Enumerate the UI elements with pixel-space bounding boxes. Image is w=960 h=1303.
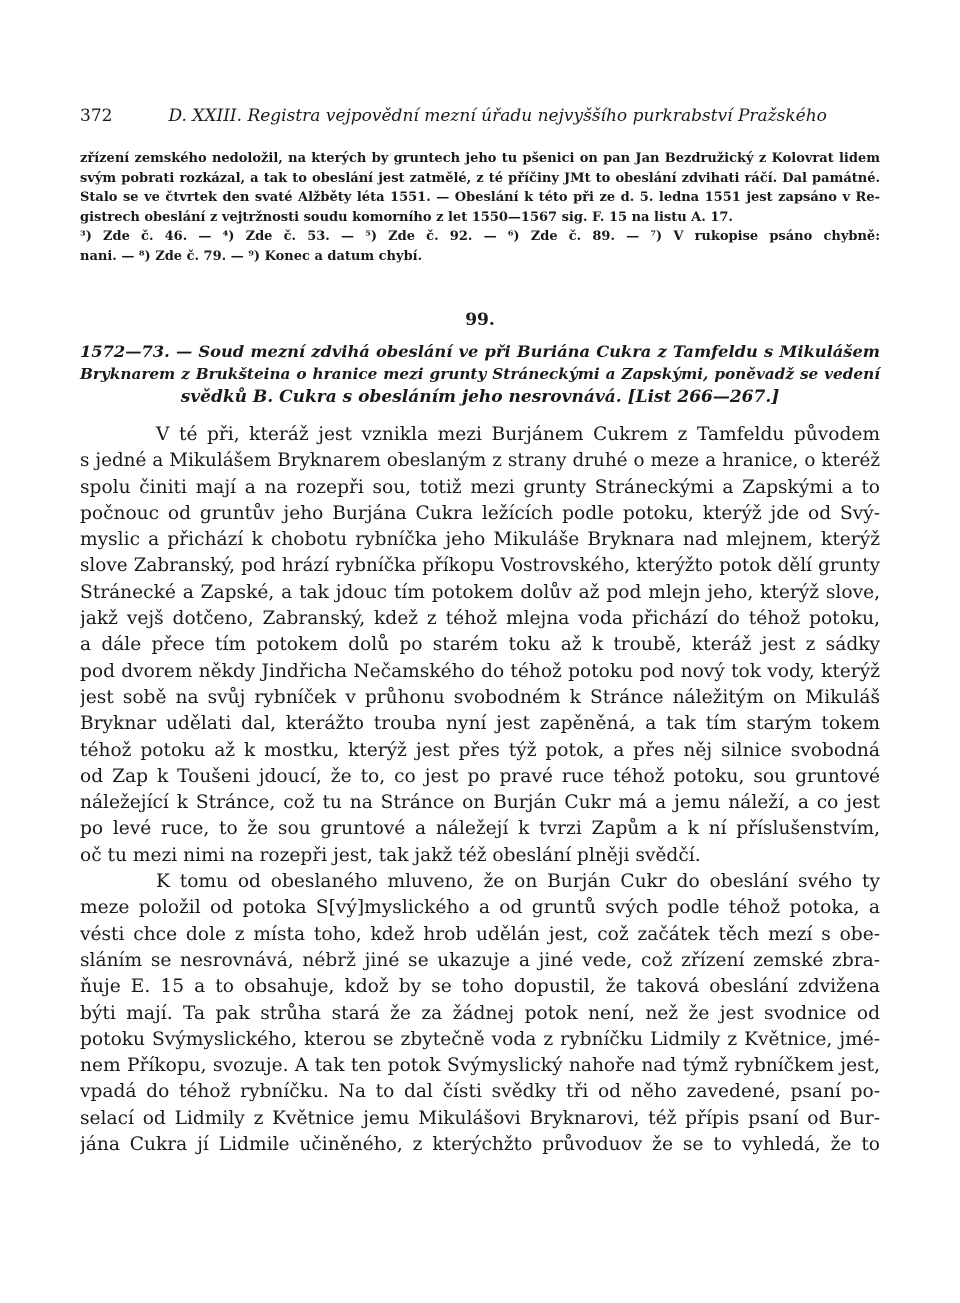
running-title: D. XXIII. Registra vejpovědní mezní úřadu nejvyššího purkrabství Pražského	[168, 106, 827, 126]
body-line: K tomu od obeslaného mluveno, že on Burján Cukr do obeslání svého ty	[156, 871, 880, 893]
entry-body	[80, 422, 880, 1158]
footnotes-block	[80, 149, 880, 266]
body-line: náležející k Stránce, což tu na Stránce on Burján Cukr má a jemu náleží, a co jest	[80, 792, 880, 814]
body-line: býti mají. Ta pak strůha stará že za žádnej potok není, než že jest svodnice od	[80, 1002, 880, 1024]
body-line: jána Cukra jí Lidmile učiněného, z kterýchžto průvoduov že se to vyhledá, že to	[80, 1134, 880, 1156]
body-line: Bryknar udělati dal, kterážto trouba nyní jest zapěněná, a tak tím starým tokem	[80, 713, 880, 735]
body-line: potoku Svýmyslického, kterou se zbytečně voda z rybníčku Lidmily z Květnice, jmé-	[80, 1028, 880, 1050]
body-line: téhož potoku až k mostku, kterýž jest přes týž potok, a přes něj silnice svobodná	[80, 739, 880, 761]
body-line: sláním se nesrovnává, nébrž jiné se ukazuje a jiné vede, což zřízení zemské zbra-	[80, 949, 880, 971]
body-line: jest sobě na svůj rybníček v průhonu svobodném k Stránce náležitým on Mikuláš	[80, 686, 880, 708]
body-line: ňuje E. 15 a to obsahuje, kdož by se toho dopustil, že taková obeslání zdvižena	[80, 976, 880, 998]
page-number: 372	[80, 106, 113, 126]
footnote-line: zřízení zemského nedoložil, na kterých by gruntech jeho tu pšenici on pan Jan Bezdružický z Kolovrat lidem	[80, 151, 880, 166]
body-line: spolu činiti mají a na rozepři sou, totiž mezi grunty Stráneckými a Zapskými a to	[80, 476, 880, 498]
body-line: počnouc od gruntův jeho Burjána Cukra ležících podle potoku, kterýž jde od Svý-	[80, 502, 880, 524]
body-line: po levé ruce, to že sou gruntové a náležejí k tvrzi Zapům a k ní příslušenstvím,	[80, 818, 880, 840]
body-line: s jedné a Mikulášem Bryknarem obeslaným z strany druhé o meze a hranice, o kteréž	[80, 450, 880, 472]
body-line: Stránecké a Zapské, a tak jdouc tím potokem dolův až pod mlejn jeho, kterýž slove,	[80, 581, 880, 603]
body-line: slove Zabranský, pod hrází rybníčka příkopu Vostrovského, kterýžto potok dělí grunty	[80, 555, 880, 577]
body-line: nem Příkopu, svozuje. A tak ten potok Svýmyslický nahoře nad týmž rybníčkem jest,	[80, 1055, 880, 1077]
footnote-line: Stalo se ve čtvrtek den svaté Alžběty léta 1551. — Obeslání k této při ze d. 5. ledna 1551 jest zapsáno v Re-	[80, 190, 880, 205]
body-line: meze položil od potoka S[vý]myslického a od gruntů svých podle téhož potoka, a	[80, 897, 880, 919]
body-line: pod dvorem někdy Jindřicha Nečamského do téhož potoku pod nový tok vody, kterýž	[80, 660, 880, 682]
footnote-line: svým pobrati rozkázal, a tak to obeslání jest zatmělé, z té příčiny JMt to obeslání zdvihati ráčí. Dal památné.	[80, 170, 880, 186]
footnote-line: nani. — ⁸) Zde č. 79. — ⁹) Konec a datum chybí.	[80, 248, 423, 264]
body-line: oč tu mezi nimi na rozepři jest, tak jakž též obeslání plněji svědčí.	[80, 844, 701, 866]
heading-line: svědků B. Cukra s obesláním jeho nesrovnává. [List 266—267.]	[180, 387, 780, 407]
body-line: od Zap k Toušeni jdoucí, že to, co jest po pravé ruce téhož potoku, sou gruntové	[80, 765, 880, 787]
body-line: a dále přece tím potokem dolů po starém toku až k troubě, kteráž jest z sádky	[80, 634, 880, 656]
page-header	[80, 106, 880, 126]
footnote-line: ³) Zde č. 46. — ⁴) Zde č. 53. — ⁵) Zde č. 92. — ⁶) Zde č. 89. — ⁷) V rukopise psáno chybně:	[80, 229, 880, 244]
body-line: selací od Lidmily z Květnice jemu Mikulášovi Bryknarovi, též přípis psaní od Bur-	[80, 1107, 880, 1129]
body-line: vpadá do téhož rybníčku. Na to dal čísti svědky tři od něho zavedené, psaní po-	[80, 1081, 880, 1103]
entry-heading	[80, 340, 880, 409]
body-line: myslic a přichází k chobotu rybníčka jeho Mikuláše Bryknara nad mlejnem, kterýž	[80, 529, 880, 551]
heading-line: 1572—73. — Soud mezní zdvihá obeslání ve při Buriána Cukra z Tamfeldu s Mikulášem	[80, 342, 880, 361]
body-line: jakž vejš dotčeno, Zabranský, kdež z téhož mlejna voda přichází do téhož potoku,	[80, 608, 880, 630]
entry-number: 99.	[465, 310, 495, 330]
heading-line: Bryknarem z Brukšteina o hranice mezi grunty Stráneckými a Zapskými, poněvadž se vedení	[80, 365, 880, 383]
body-line: V té při, kteráž jest vznikla mezi Burjánem Cukrem z Tamfeldu původem	[156, 424, 880, 445]
footnote-line: gistrech obeslání z vejtržnosti soudu komorního z let 1550—1567 sig. F. 15 na listu A. 17.	[80, 209, 733, 225]
body-line: vésti chce dole z místa toho, kdež hrob udělán jest, což začátek těch mezí s obe-	[80, 923, 880, 945]
